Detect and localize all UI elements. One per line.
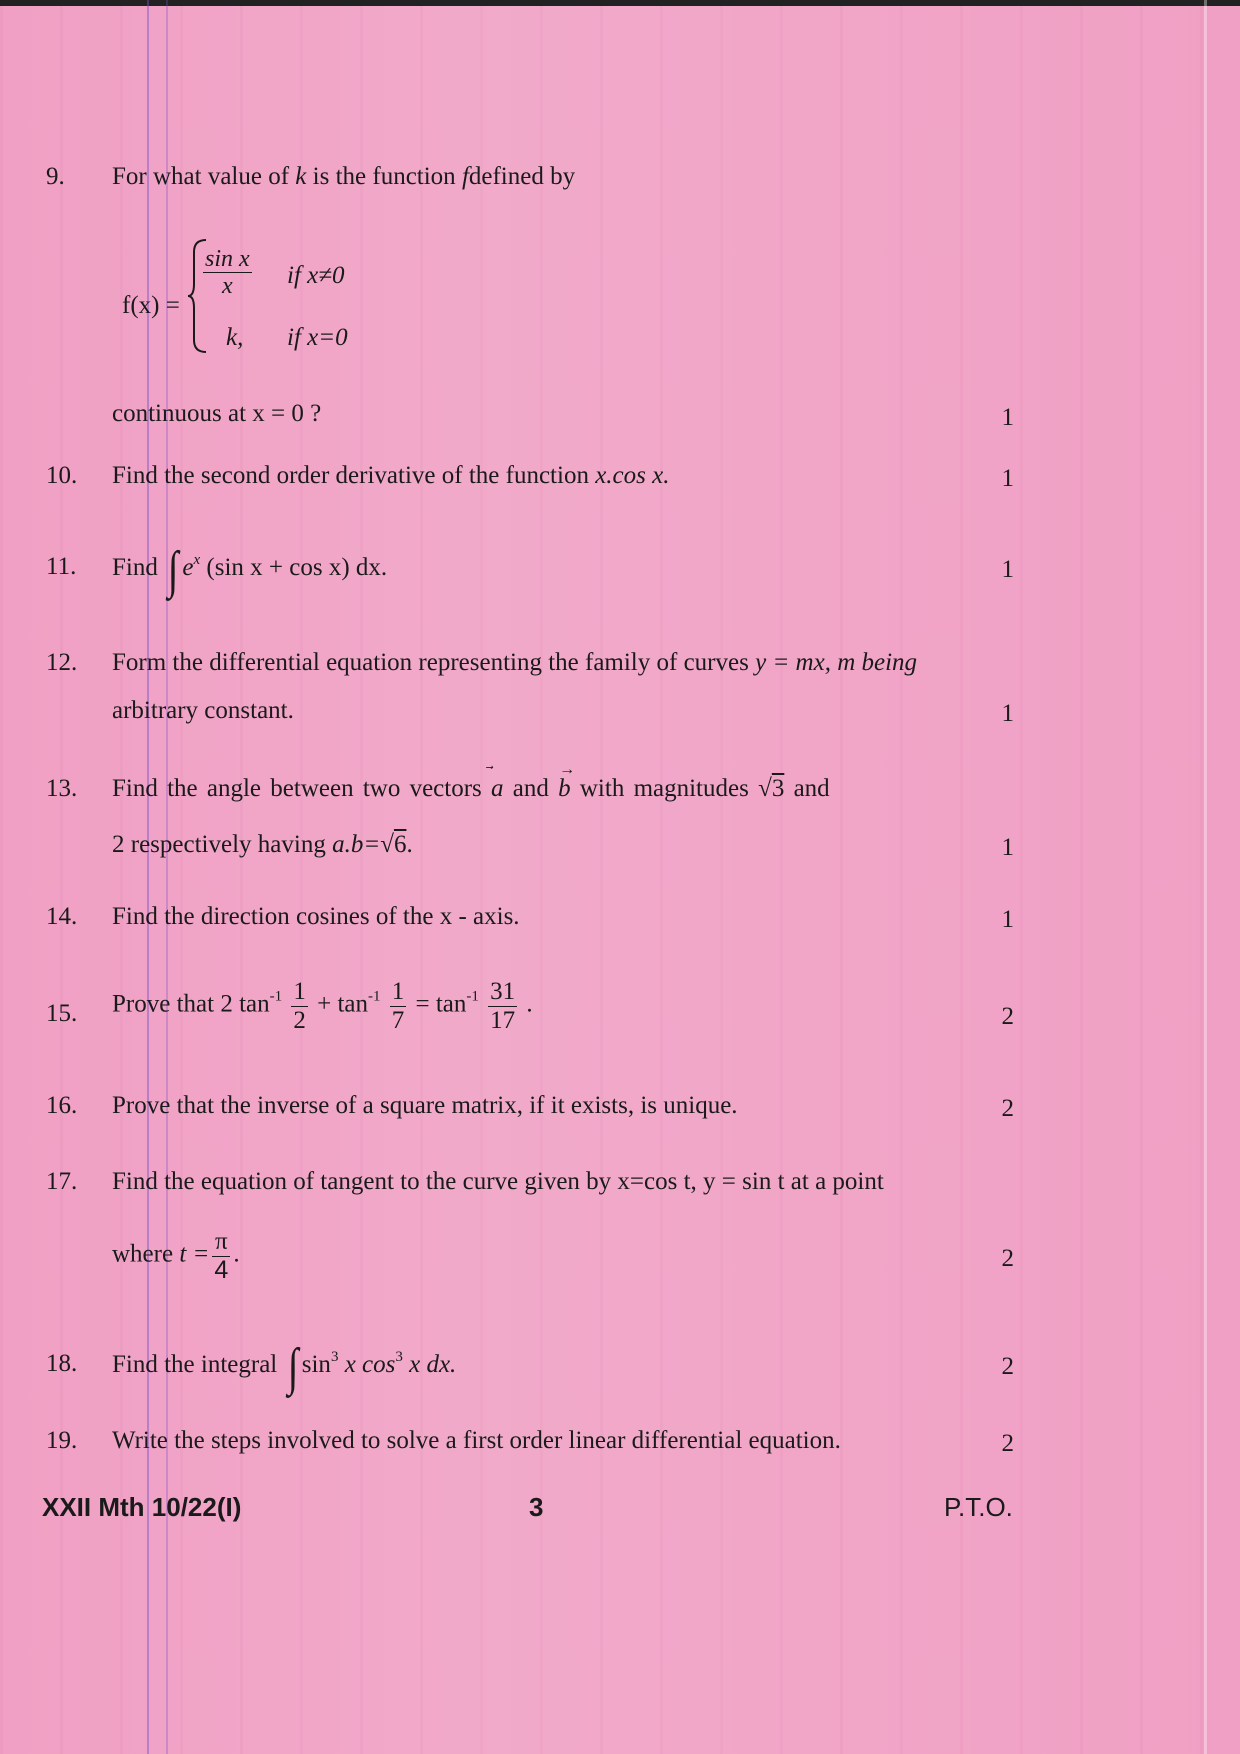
question-10-number: 10.: [46, 462, 78, 489]
question-10-marks: 1: [1001, 465, 1014, 492]
scan-top-border: [0, 0, 1240, 6]
question-13-line1: Find the angle between two vectors a and → b with magnitudes √3 and: [112, 761, 830, 802]
question-13-marks: 1: [1001, 834, 1014, 861]
integral-sign: ∫: [167, 542, 179, 599]
question-18-number: 18.: [46, 1350, 78, 1377]
question-15-number: 15.: [46, 1000, 78, 1027]
question-17-line1: Find the equation of tangent to the curve given by x=cos t, y = sin t at a point: [112, 1168, 884, 1195]
question-9-marks: 1: [1001, 404, 1014, 431]
question-13-number: 13.: [46, 775, 78, 802]
scan-streak: [1204, 0, 1207, 1754]
margin-line: [166, 0, 168, 1754]
question-19-text: Write the steps involved to solve a first order linear differential equation.: [112, 1427, 841, 1454]
case1-fraction: $\frac{\text{sin x}}{x}$: [205, 246, 250, 300]
question-12-line1: Form the differential equation representing the family of curves y = mx, m being: [112, 649, 918, 676]
question-17-line2: where t = $\frac{\pi}{4}$ .: [112, 1228, 240, 1284]
page-number: 3: [529, 1492, 544, 1522]
question-9-number: 9.: [46, 163, 65, 190]
question-9-text: For what value of k is the function fdefined by: [112, 163, 576, 190]
case2-value: k,: [226, 324, 244, 351]
question-12-marks: 1: [1001, 700, 1014, 727]
case2-condition: if x=0: [287, 324, 348, 351]
question-15-expression: Prove that 2 $\tan^{-1}$ $\frac{1}{2}$ + $\tan^{-1}$ $\frac{1}{7}$ = $\tan^{-1}$ $\frac{31}{17}$ .: [112, 978, 533, 1034]
question-16-text: Prove that the inverse of a square matrix, if it exists, is unique.: [112, 1092, 738, 1119]
please-turn-over: P.T.O.: [944, 1492, 1013, 1522]
question-14-text: Find the direction cosines of the x - axis.: [112, 903, 520, 930]
question-17-marks: 2: [1001, 1245, 1014, 1272]
question-19-marks: 2: [1001, 1430, 1014, 1457]
question-11-number: 11.: [46, 553, 77, 580]
question-18-marks: 2: [1001, 1353, 1014, 1380]
question-9-closing: continuous at x = 0 ?: [112, 400, 322, 427]
case1-condition: if x≠0: [287, 262, 345, 289]
question-14-marks: 1: [1001, 906, 1014, 933]
question-16-number: 16.: [46, 1092, 78, 1119]
question-12-number: 12.: [46, 649, 78, 676]
question-19-number: 19.: [46, 1427, 78, 1454]
question-12-line2: arbitrary constant.: [112, 697, 294, 724]
question-11-text: Find ∫ $e^x$ (sin x + cos x) dx.: [112, 542, 388, 599]
question-13-line2: 2 respectively having a.b=√6.: [112, 831, 413, 858]
margin-line: [147, 0, 149, 1754]
question-14-number: 14.: [46, 903, 78, 930]
question-17-number: 17.: [46, 1168, 78, 1195]
paper-code: XXII Mth 10/22(I): [42, 1492, 242, 1522]
piecewise-lhs: f(x) =: [122, 292, 180, 319]
question-18-text: Find the integral ∫ $\sin^3 x$ $\cos^3 x$ dx.: [112, 1339, 457, 1396]
integral-sign: ∫: [287, 1339, 298, 1396]
question-11-marks: 1: [1001, 556, 1014, 583]
question-16-marks: 2: [1001, 1095, 1014, 1122]
question-15-marks: 2: [1001, 1003, 1014, 1030]
question-10-text: Find the second order derivative of the function x.cos x.: [112, 462, 670, 489]
